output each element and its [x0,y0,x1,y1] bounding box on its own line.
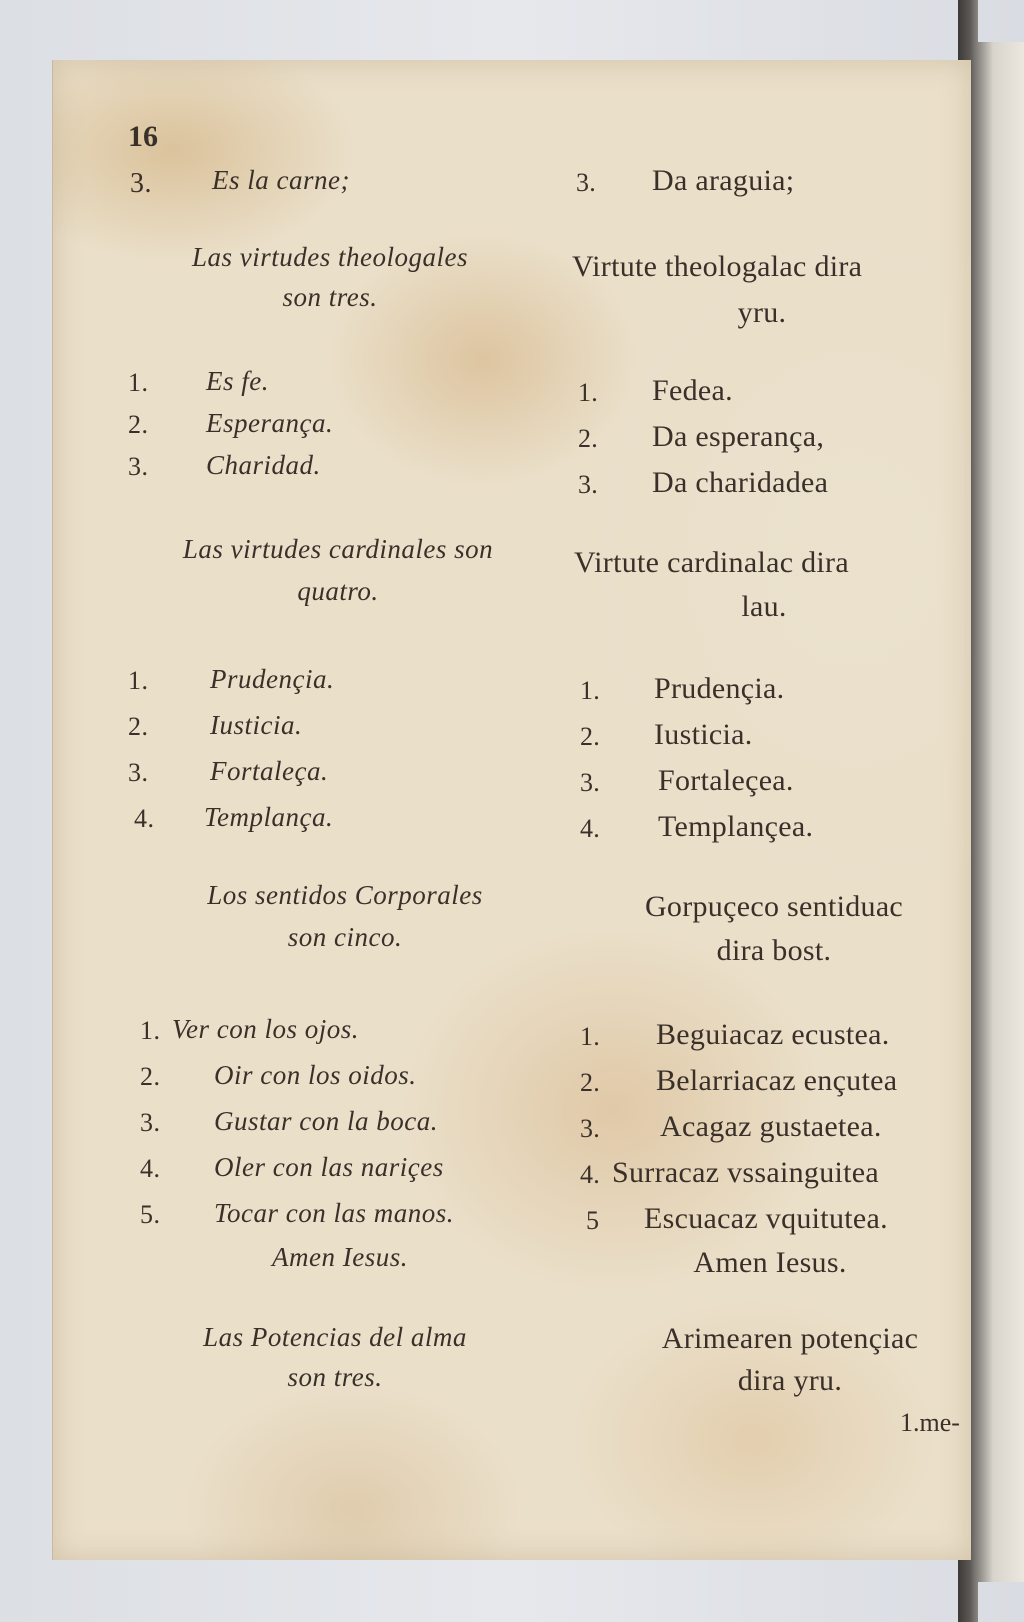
list-number: 2. [578,424,599,453]
list-number: 5. [140,1200,161,1229]
list-number: 3. [580,1114,601,1143]
list-item: Iusticia. [210,710,303,740]
list-item: Templança. [204,802,334,832]
section-heading: dira bost. [716,934,832,967]
intro-text: Es la carne; [212,165,350,195]
list-item: Charidad. [206,450,321,480]
list-number: 2. [128,712,149,741]
list-number: 1. [128,368,149,397]
list-number: 4. [580,814,601,843]
list-item: Da esperança, [652,420,825,453]
list-item: Ver con los ojos. [172,1014,359,1044]
list-item: Fortaleçea. [658,764,794,797]
list-number: 1. [128,666,149,695]
list-number: 3. [140,1108,161,1137]
list-item: Templançea. [658,810,814,843]
list-item: Prudençia. [210,664,335,694]
list-number: 4. [580,1160,601,1189]
list-item: Iusticia. [654,718,753,751]
list-number: 4. [140,1154,161,1183]
section-heading: Arimearen potençiac [661,1322,919,1355]
list-number: 3. [578,470,599,499]
section-heading: Las virtudes theologales [192,242,468,272]
section-heading: Los sentidos Corporales [207,880,483,910]
section-heading: Gorpuçeco sentiduac [644,890,904,923]
facing-page-edge [975,42,1024,1582]
section-heading: Virtute cardinalac dira [574,546,849,579]
list-number: 3. [128,758,149,787]
list-item: Es fe. [206,366,269,396]
intro-number: 3. [130,168,152,199]
intro-number: 3. [576,168,597,197]
list-number: 1. [580,1022,601,1051]
closing-amen: Amen Iesus. [272,1242,408,1272]
list-item: Surracaz vssainguitea [612,1156,880,1189]
intro-text: Da araguia; [652,164,795,197]
list-number: 1. [578,378,599,407]
page-number: 16 [128,120,158,153]
list-number: 3. [128,452,149,481]
list-item: Fortaleça. [210,756,329,786]
list-number: 2. [128,410,149,439]
list-number: 1. [580,676,601,705]
section-heading: yru. [737,296,787,329]
list-number: 2. [580,1068,601,1097]
list-item: Beguiacaz ecustea. [656,1018,890,1051]
section-heading: lau. [741,590,787,623]
section-heading: Virtute theologalac dira [572,250,863,283]
list-item: Tocar con las manos. [214,1198,455,1228]
catchword: 1.me- [900,1408,960,1437]
list-item: Fedea. [652,374,733,407]
section-heading: dira yru. [737,1364,843,1397]
section-heading: Las virtudes cardinales son [182,534,494,564]
section-heading: son tres. [282,282,378,312]
list-item: Belarriacaz ençutea [656,1064,898,1097]
list-item: Gustar con la boca. [214,1106,438,1136]
section-heading: quatro. [297,576,379,606]
list-number: 1. [140,1016,161,1045]
list-number: 5 [586,1206,600,1235]
list-number: 3. [580,768,601,797]
section-heading: son cinco. [287,922,403,952]
list-number: 4. [134,804,155,833]
list-item: Oler con las nariçes [214,1152,444,1182]
list-item: Oir con los oidos. [214,1060,417,1090]
list-item: Escuacaz vquitutea. [644,1202,888,1235]
list-item: Acagaz gustaetea. [660,1110,882,1143]
list-number: 2. [140,1062,161,1091]
list-number: 2. [580,722,601,751]
section-heading: son tres. [287,1362,383,1392]
closing-amen: Amen Iesus. [693,1246,847,1279]
list-item: Da charidadea [652,466,829,499]
list-item: Esperança. [206,408,334,438]
section-heading: Las Potencias del alma [203,1322,467,1352]
list-item: Prudençia. [654,672,785,705]
